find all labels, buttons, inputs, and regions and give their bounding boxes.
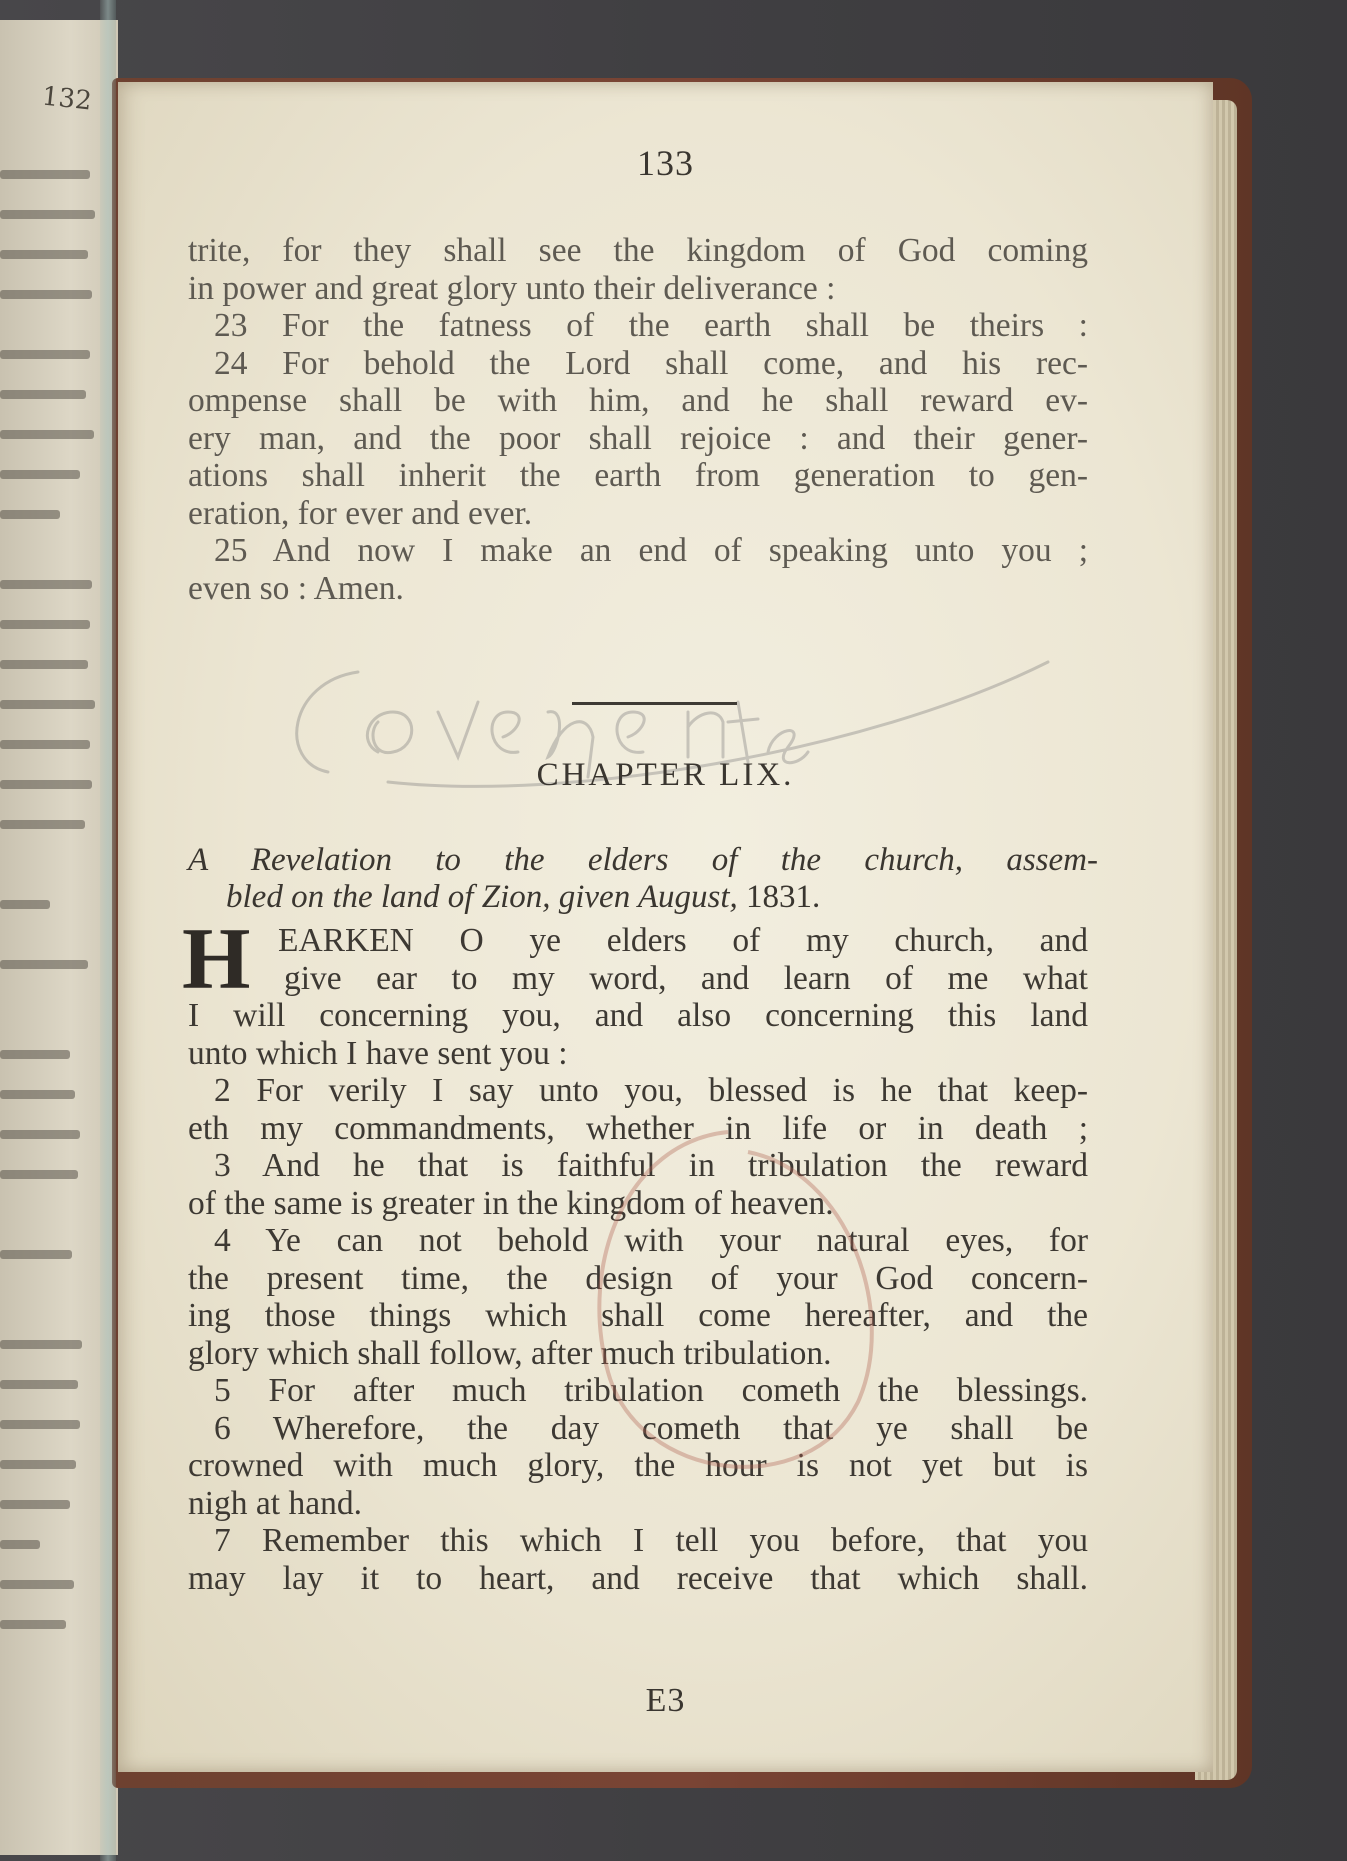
text-line: give ear to my word, and learn of me what	[284, 959, 1088, 997]
text-line: ery man, and the poor shall rejoice : and their gener-	[188, 419, 1088, 457]
left-page-text-line	[0, 900, 50, 909]
left-page-text-line	[0, 820, 85, 829]
left-page-number: 132	[40, 81, 94, 117]
left-page-text-line	[0, 1620, 66, 1629]
left-page-text-line	[0, 580, 92, 589]
text-line: eration, for ever and ever.	[188, 494, 533, 532]
chapter-title: CHAPTER LIX.	[536, 757, 795, 793]
text-line: unto which I have sent you :	[188, 1034, 568, 1072]
signature-mark: E3	[645, 1682, 686, 1719]
text-line: even so : Amen.	[188, 569, 404, 607]
section-rule	[572, 702, 737, 705]
headnote-text: bled on the land of Zion, given August,	[226, 879, 738, 915]
verse-line: 2 For verily I say unto you, blessed is he that keep-	[214, 1072, 1088, 1109]
left-page-text-line	[0, 1500, 70, 1509]
left-page-text-line	[0, 780, 92, 789]
left-page-text-line	[0, 390, 86, 399]
continued-verses	[188, 232, 1088, 607]
left-page-text-line	[0, 430, 94, 439]
verse-line: 7 Remember this which I tell you before, that you	[214, 1522, 1088, 1559]
left-page-text-line	[0, 250, 88, 259]
text-line: ompense shall be with him, and he shall reward ev-	[188, 382, 1088, 419]
text-line: glory which shall follow, after much tribulation.	[188, 1334, 832, 1372]
left-page-text-line	[0, 700, 95, 709]
text-line: in power and great glory unto their deliverance :	[188, 269, 836, 307]
verse-line: 23 For the fatness of the earth shall be theirs :	[214, 307, 1088, 344]
verse-line: 25 And now I make an end of speaking unto you ;	[214, 532, 1088, 569]
left-page-text-line	[0, 510, 60, 519]
left-page-text-line	[0, 470, 80, 479]
glass-plate-edge	[100, 0, 116, 1861]
headnote-line	[188, 879, 1098, 916]
left-page-text-line	[0, 660, 88, 669]
chapter-headnote	[188, 842, 1098, 916]
text-line: trite, for they shall see the kingdom of God coming	[188, 232, 1088, 269]
verse-line: 5 For after much tribulation cometh the blessings.	[214, 1372, 1088, 1409]
left-page-text-line	[0, 350, 90, 359]
left-page-text-line	[0, 1460, 76, 1469]
text-line: of the same is greater in the kingdom of heaven.	[188, 1184, 834, 1222]
left-page-text-line	[0, 1340, 82, 1349]
paragraph-opening	[278, 922, 1088, 997]
left-page-text-line	[0, 1050, 70, 1059]
red-ink-circle-annotation	[548, 1112, 908, 1512]
verse-line: 4 Ye can not behold with your natural eyes, for	[214, 1222, 1088, 1259]
left-page-text-line	[0, 1170, 78, 1179]
left-page-text-line	[0, 1130, 80, 1139]
text-line: may lay it to heart, and receive that which shall.	[188, 1559, 1088, 1597]
text-line: crowned with much glory, the hour is not yet but is	[188, 1447, 1088, 1484]
drop-cap: H	[182, 911, 251, 1008]
left-page-text-line	[0, 620, 90, 629]
headnote-line: A Revelation to the elders of the church, assem-	[188, 842, 1098, 878]
verse-line: 6 Wherefore, the day cometh that ye shall be	[214, 1409, 1088, 1447]
book-page	[118, 82, 1213, 1772]
text-line: EARKEN O ye elders of my church, and	[278, 922, 1088, 959]
left-page-text-line	[0, 1250, 72, 1259]
left-page-text-line	[0, 1090, 75, 1099]
text-line: I will concerning you, and also concerning this land	[188, 997, 1088, 1034]
left-page-text-line	[0, 1580, 74, 1589]
page-number: 133	[637, 143, 694, 183]
left-page-text-line	[0, 740, 90, 749]
text-line: eth my commandments, whether in life or in death ;	[188, 1109, 1088, 1147]
left-page-text-line	[0, 1540, 40, 1549]
left-page-text-line	[0, 960, 88, 969]
left-page-text-line	[0, 210, 95, 219]
left-page-text-line	[0, 1420, 80, 1429]
text-line: nigh at hand.	[188, 1484, 362, 1522]
text-line: ing those things which shall come hereafter, and the	[188, 1297, 1088, 1334]
headnote-year: 1831.	[746, 879, 821, 915]
text-line: ations shall inherit the earth from generation to gen-	[188, 457, 1088, 494]
verse-line: 3 And he that is faithful in tribulation the reward	[214, 1147, 1088, 1184]
left-page-text-line	[0, 1380, 78, 1389]
left-page-text-line	[0, 170, 90, 179]
text-line: the present time, the design of your God concern-	[188, 1259, 1088, 1297]
verse-line: 24 For behold the Lord shall come, and his rec-	[214, 344, 1088, 382]
left-page-text-line	[0, 290, 92, 299]
